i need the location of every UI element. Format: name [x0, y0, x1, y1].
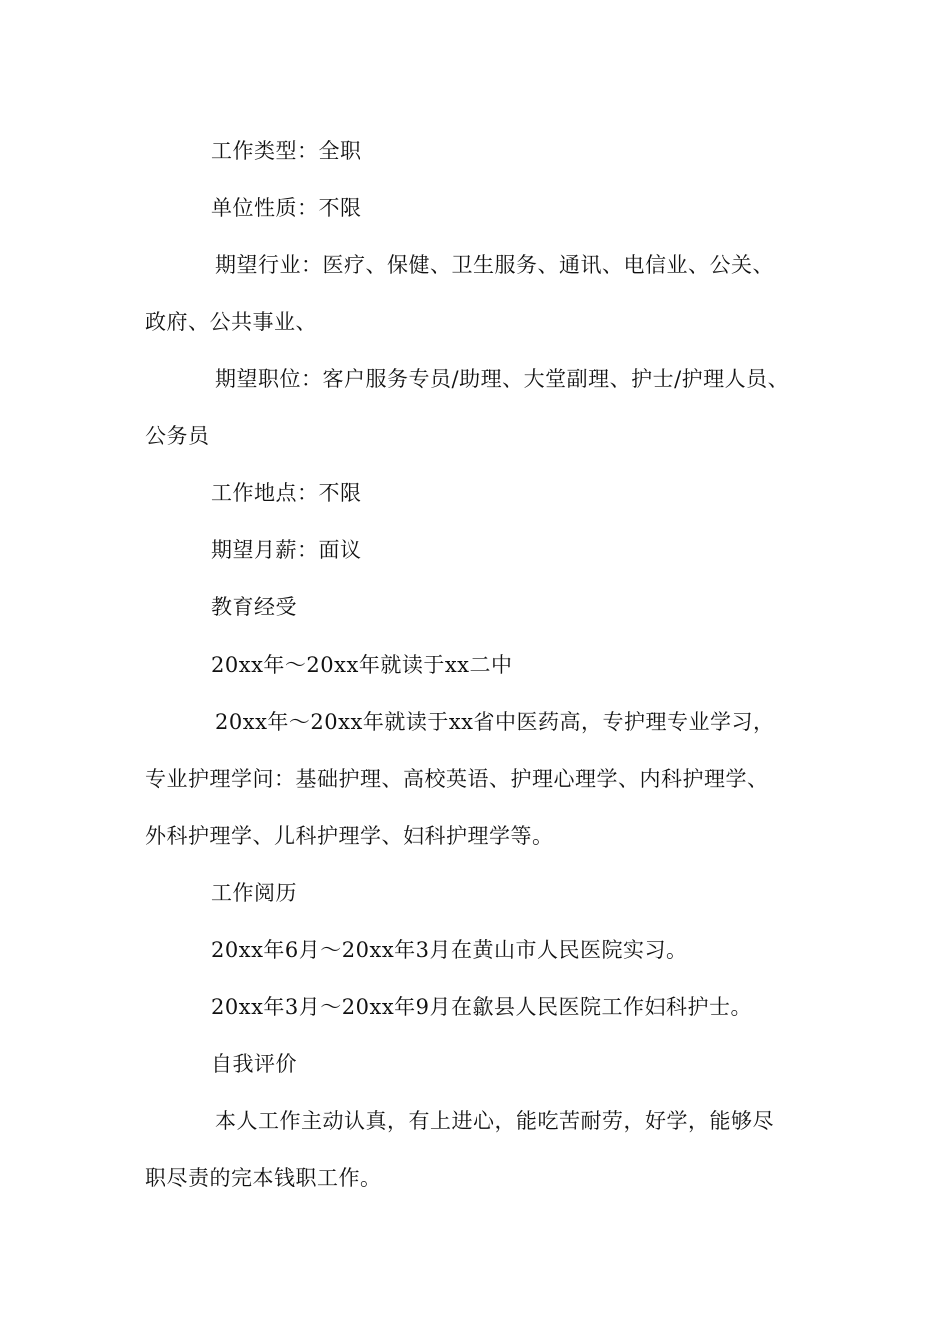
company-nature-line: 单位性质：不限	[211, 196, 362, 220]
work-location-line: 工作地点：不限	[211, 481, 362, 505]
expected-industry-continuation: 政府、公共事业、	[145, 310, 317, 334]
education-item-2-continuation-2: 外科护理学、儿科护理学、妇科护理学等。	[145, 824, 554, 848]
education-heading: 教育经受	[211, 595, 297, 619]
self-evaluation-heading: 自我评价	[211, 1052, 297, 1076]
work-experience-heading: 工作阅历	[211, 881, 297, 905]
self-evaluation-continuation: 职尽责的完本钱职工作。	[145, 1166, 382, 1190]
education-item-2: 20xx年～20xx年就读于xx省中医药高，专护理专业学习，	[215, 710, 775, 734]
work-experience-item-2: 20xx年3月～20xx年9月在歙县人民医院工作妇科护士。	[211, 995, 753, 1019]
expected-position-line: 期望职位：客户服务专员/助理、大堂副理、护士/护理人员、	[215, 367, 790, 391]
expected-position-continuation: 公务员	[145, 424, 210, 448]
education-item-1: 20xx年～20xx年就读于xx二中	[211, 653, 513, 677]
work-experience-item-1: 20xx年6月～20xx年3月在黄山市人民医院实习。	[211, 938, 688, 962]
expected-industry-line: 期望行业：医疗、保健、卫生服务、通讯、电信业、公关、	[215, 253, 774, 277]
self-evaluation-text: 本人工作主动认真，有上进心，能吃苦耐劳，好学，能够尽	[215, 1109, 774, 1133]
education-item-2-continuation-1: 专业护理学问：基础护理、高校英语、护理心理学、内科护理学、	[145, 767, 769, 791]
expected-salary-line: 期望月薪：面议	[211, 538, 362, 562]
job-type-line: 工作类型：全职	[211, 139, 362, 163]
